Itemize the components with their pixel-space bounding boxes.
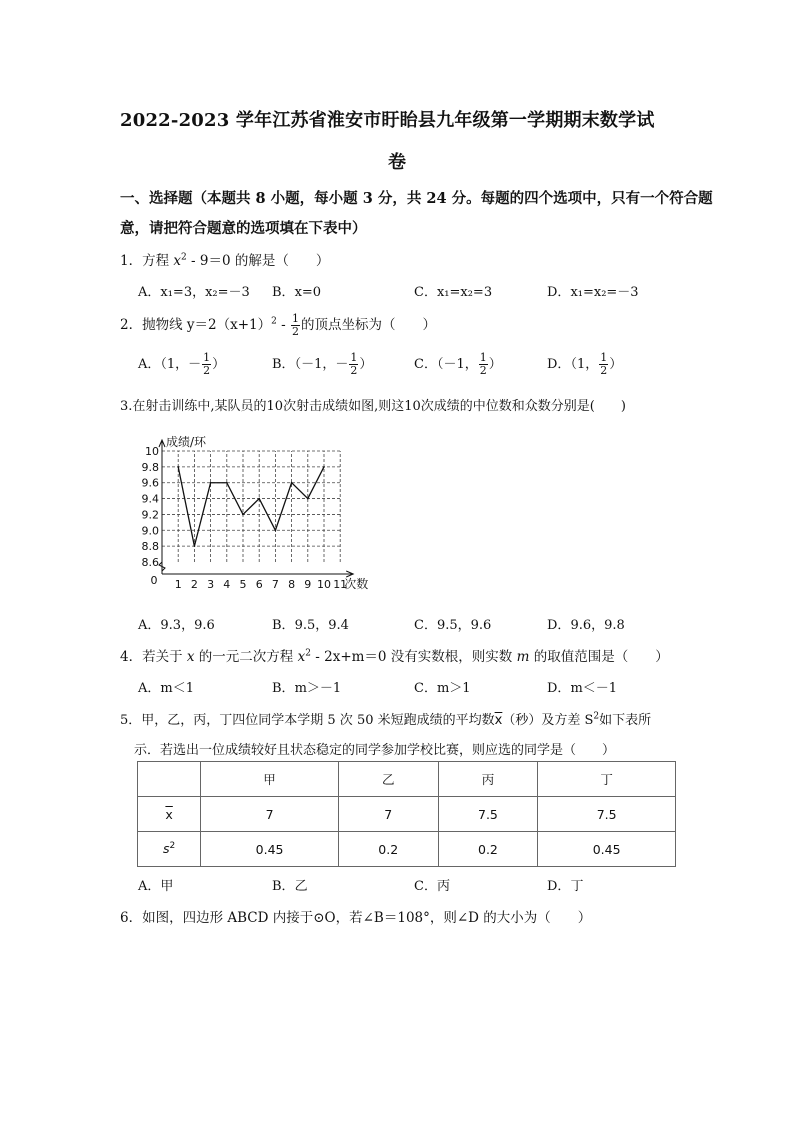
- table-cell: 7: [201, 797, 339, 832]
- question-5-continued: 示．若选出一位成绩较好且状态稳定的同学参加学校比赛，则应选的同学是（ ）: [134, 743, 616, 758]
- x-tick-label: 7: [271, 578, 279, 591]
- q3-option-d: D．9.6，9.8: [547, 618, 625, 633]
- x-axis-title: 次数: [344, 577, 369, 591]
- x-tick-label: 8: [288, 578, 296, 591]
- question-2: 2．抛物线 $y=2(x+1)^2$ - $\frac{1}{2}$ 的顶点坐标为（ ）: [120, 312, 437, 338]
- y-tick-label: 9.8: [141, 460, 159, 474]
- table-row: [138, 797, 676, 832]
- x-tick-label: 11: [333, 578, 348, 591]
- table-cell: 7.5: [438, 797, 538, 832]
- question-4: 4．若关于 x 的一元二次方程 $x^2 - 2x+m=0$ 没有实数根，则实数 m 的取值范围是（ ）: [120, 648, 669, 665]
- table-cell: 0.45: [538, 832, 676, 867]
- q4-option-b: B．m＞－1: [272, 681, 342, 696]
- x-tick-label: 6: [255, 578, 263, 591]
- shooting-score-chart: [134, 420, 394, 600]
- q5-option-b: B．乙: [272, 879, 308, 894]
- data-point: [275, 529, 277, 531]
- table-header-row: [138, 762, 676, 797]
- q3-option-c: C．9.5，9.6: [414, 618, 492, 633]
- q2-option-a: A．（1，－ $\frac{1}{2}$ ）: [138, 351, 226, 377]
- page-title: 2022-2023 学年江苏省淮安市盱眙县九年级第一学期期末数学试: [120, 110, 655, 131]
- data-point: [323, 466, 325, 468]
- section-heading: 一、选择题（本题共 8 小题，每小题 3 分，共 24 分。每题的四个选项中，只有一个符合题: [120, 190, 713, 207]
- data-point: [210, 482, 212, 484]
- q2-option-d: D．（1， $\frac{1}{2}$ ）: [547, 351, 623, 377]
- page-title-continued: 卷: [388, 152, 407, 173]
- q5-option-c: C．丙: [414, 879, 450, 894]
- origin-label: 0: [150, 574, 158, 587]
- table-cell: 丁: [538, 762, 676, 797]
- question-5: 5．甲，乙，丙，丁四位同学本学期 5 次 50 米短跑成绩的平均数$\overline{x}$（秒）及方差 $S^2$如下表所: [120, 711, 652, 728]
- table-cell: $s^2$: [138, 832, 201, 867]
- q3-option-a: A．9.3，9.6: [138, 618, 215, 633]
- q1-option-b: B．x=0: [272, 285, 322, 300]
- q4-option-a: A．m＜1: [138, 681, 194, 696]
- data-point: [177, 466, 179, 468]
- y-tick-label: 8.8: [141, 540, 159, 554]
- q1-option-a: A．x₁=3，x₂=－3: [138, 285, 250, 300]
- question-1: 1．方程 $x^2 - 9=0$ 的解是（ ）: [120, 252, 330, 269]
- x-tick-label: 3: [207, 578, 215, 591]
- table-cell: 丙: [438, 762, 538, 797]
- question-6: 6．如图，四边形 ABCD 内接于⊙O，若∠B＝108°，则∠D 的大小为（ ）: [120, 910, 592, 926]
- q5-option-a: A．甲: [138, 879, 174, 894]
- y-tick-label: 9.6: [141, 476, 159, 490]
- q1-option-c: C．x₁=x₂=3: [414, 285, 493, 300]
- y-tick-label: 9.4: [141, 492, 159, 506]
- y-tick-label: 10: [145, 445, 159, 458]
- x-tick-label: 10: [317, 578, 331, 591]
- table-row: [138, 832, 676, 867]
- fraction: $\frac{1}{2}$: [292, 312, 300, 338]
- table-cell: [138, 762, 201, 797]
- data-point: [291, 482, 293, 484]
- table-cell: 乙: [338, 762, 438, 797]
- data-point: [307, 498, 309, 500]
- q4-option-d: D．m＜－1: [547, 681, 618, 696]
- table-cell: 0.2: [338, 832, 438, 867]
- x-tick-label: 4: [223, 578, 231, 591]
- data-point: [258, 498, 260, 500]
- table-cell: 0.2: [438, 832, 538, 867]
- table-cell: 0.45: [201, 832, 339, 867]
- table-cell: $\overline{x}$: [138, 797, 201, 832]
- table-cell: 甲: [201, 762, 339, 797]
- y-tick-label: 9.0: [141, 524, 159, 538]
- q4-option-c: C．m＞1: [414, 681, 471, 696]
- y-axis-title: 成绩/环: [166, 435, 207, 449]
- q3-option-b: B．9.5，9.4: [272, 618, 349, 633]
- q2-option-c: C．（－1， $\frac{1}{2}$ ）: [414, 351, 502, 377]
- q1-option-d: D．x₁=x₂=－3: [547, 285, 639, 300]
- q5-option-d: D．丁: [547, 879, 584, 894]
- score-series-line: [178, 467, 324, 546]
- y-tick-label: 9.2: [141, 508, 159, 522]
- data-point: [242, 514, 244, 516]
- q2-option-b: B．（－1，－ $\frac{1}{2}$ ）: [272, 351, 373, 377]
- section-heading-continued: 意，请把符合题意的选项填在下表中）: [120, 220, 367, 237]
- data-point: [194, 545, 196, 547]
- question-3: 3.在射击训练中,某队员的10次射击成绩如图,则这10次成绩的中位数和众数分别是( ): [120, 399, 626, 414]
- y-tick-label: 8.6: [141, 556, 159, 569]
- x-tick-label: 2: [190, 578, 198, 591]
- x-tick-label: 1: [174, 578, 182, 591]
- x-tick-label: 5: [239, 578, 247, 591]
- table-cell: 7.5: [538, 797, 676, 832]
- table-cell: 7: [338, 797, 438, 832]
- data-point: [226, 482, 228, 484]
- results-table: [137, 761, 676, 867]
- x-tick-label: 9: [304, 578, 312, 591]
